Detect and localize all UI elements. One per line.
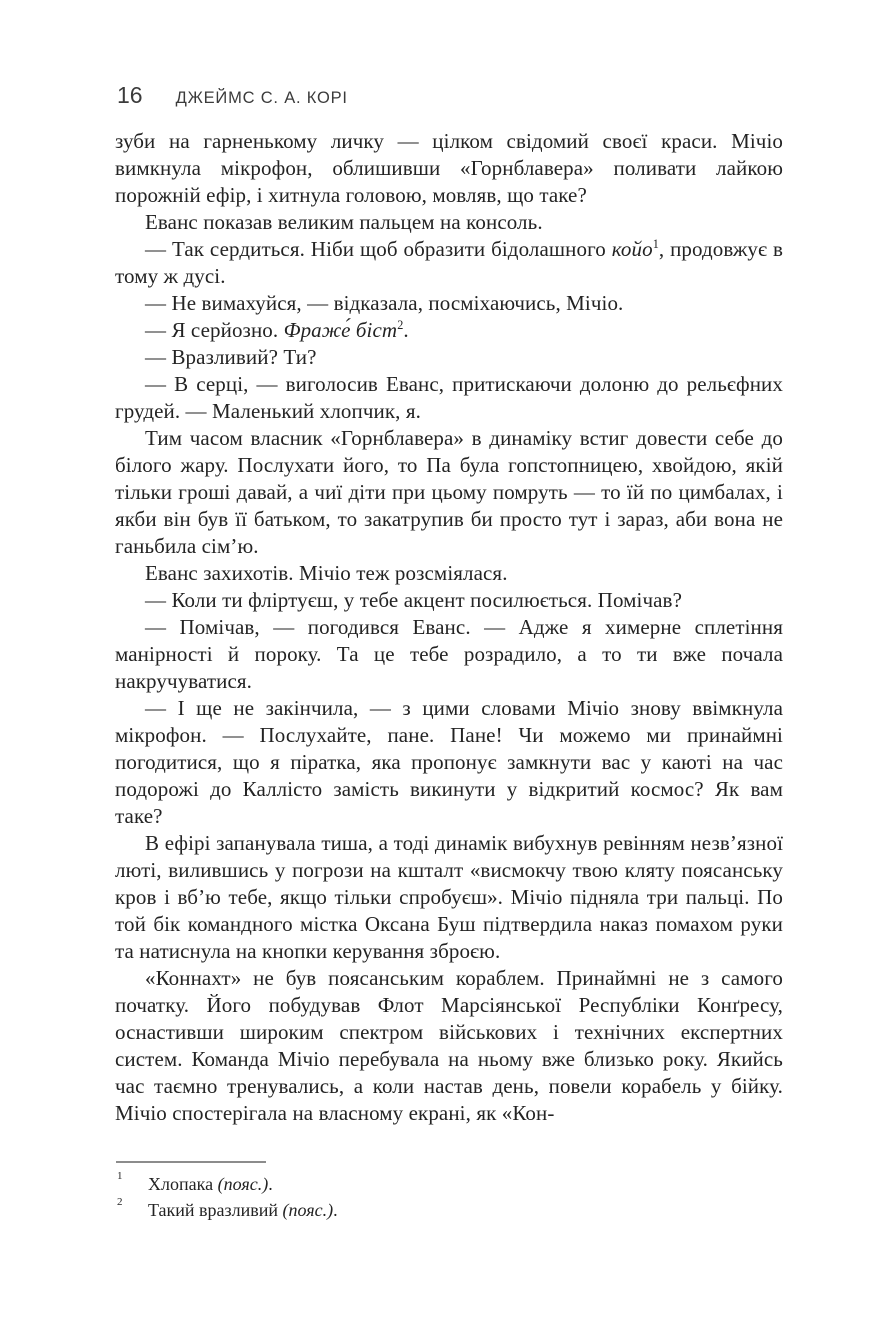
paragraph	[115, 614, 783, 695]
text-run: — Не вимахуйся, — відказала, посміхаючись, Мічіо.	[145, 291, 624, 315]
paragraph	[115, 371, 783, 425]
paragraph	[115, 290, 783, 317]
italic-text: Фраже́ біст	[283, 318, 398, 342]
page-header	[117, 84, 785, 107]
text-run: «Коннахт» не був поясанським кораблем. Принаймні не з самого початку. Його побудував Флот Марсіянської Республіки Конґресу, оснастивши широким спектром військових і технічних експертних систем. Команда Мічіо перебувала на ньому вже близько року. Якийсь час таємно тренувались, а коли настав день, повели корабель у бійку. Мічіо спостерігала на власному екрані, як «Кон-	[115, 966, 783, 1125]
text-run: — Коли ти фліртуєш, у тебе акцент посилюється. Помічав?	[145, 588, 682, 612]
text-run: .	[403, 318, 409, 342]
text-run: Еванс захихотів. Мічіо теж розсміялася.	[145, 561, 508, 585]
text-run: — Помічав, — погодився Еванс. — Адже я химерне сплетіння манірності й пороку. Та це тебе розрадило, а то ти вже почала накручуватися.	[115, 615, 783, 693]
text-run: — Вразливий? Ти?	[145, 345, 317, 369]
paragraph	[115, 425, 783, 560]
paragraph	[115, 965, 783, 1127]
footnote-ref: 2	[397, 318, 404, 332]
text-run: Хлопака	[148, 1174, 218, 1194]
paragraph	[115, 695, 783, 830]
footnote: 1 Хлопака (пояс.).	[117, 1170, 273, 1194]
footnote-separator	[116, 1161, 266, 1163]
italic-text: (пояс.)	[282, 1200, 334, 1220]
footnote-list	[115, 1170, 783, 1221]
footnote: 2 Такий вразливий (пояс.).	[117, 1196, 338, 1220]
text-run: .	[333, 1200, 338, 1220]
text-run: , продовжує в тому ж дусі.	[115, 237, 783, 288]
text-run: — Так сердиться. Ніби щоб образити бідолашного	[145, 237, 612, 261]
footnote-ref: 1	[652, 237, 659, 251]
body-text	[115, 128, 783, 1127]
text-run: Тим часом власник «Горнблавера» в динаміку встиг довести себе до білого жару. Послухати його, то Па була гопстопницею, хвойдою, якій тільки гроші давай, а чиї діти при цьому помруть — то їй по цимбалах, і якби він був її батьком, то закатрупив би просто тут і зараз, аби вона не ганьбила сім’ю.	[115, 426, 783, 558]
paragraph	[115, 560, 783, 587]
text-run: .	[268, 1174, 273, 1194]
text-run: Такий вразливий	[148, 1200, 283, 1220]
text-run: — І ще не закінчила, — з цими словами Мічіо знову ввімкнула мікрофон. — Послухайте, пане. Пане! Чи можемо ми принаймні погодитися, що я піратка, яка пропонує замкнути вас у каюті на час подорожі до Каллісто замість викинути у відкритий космос? Як вам таке?	[115, 696, 783, 828]
running-title: ДЖЕЙМС С. А. КОРІ	[175, 89, 348, 107]
paragraph	[115, 587, 783, 614]
paragraph	[115, 209, 783, 236]
text-run: — В серці, — виголосив Еванс, притискаючи долоню до рельєфних грудей. — Маленький хлопчик, я.	[115, 372, 783, 423]
text-run: В ефірі запанувала тиша, а тоді динамік вибухнув ревінням незв’язної люті, вилившись у погрози на кшталт «висмокчу твою кляту поясанську кров і вб’ю тебе, якщо тільки спробуєш». Мічіо підняла три пальці. По той бік командного містка Оксана Буш підтвердила наказ помахом руки та натиснула на кнопки керування зброєю.	[115, 831, 783, 963]
paragraph	[115, 344, 783, 371]
paragraph	[115, 830, 783, 965]
paragraph	[115, 236, 783, 290]
paragraph	[115, 317, 783, 344]
text-run: зуби на гарненькому личку — цілком свідомий своєї краси. Мічіо вимкнула мікрофон, облишивши «Горнблавера» поливати лайкою порожній ефір, і хитнула головою, мовляв, що таке?	[115, 129, 783, 207]
paragraph	[115, 128, 783, 209]
text-run: — Я серйозно.	[145, 318, 284, 342]
footnotes	[115, 1161, 783, 1225]
italic-text: (пояс.)	[217, 1174, 269, 1194]
page-number: 16	[117, 82, 143, 108]
italic-text: койо	[611, 237, 653, 261]
text-run: Еванс показав великим пальцем на консоль.	[145, 210, 543, 234]
